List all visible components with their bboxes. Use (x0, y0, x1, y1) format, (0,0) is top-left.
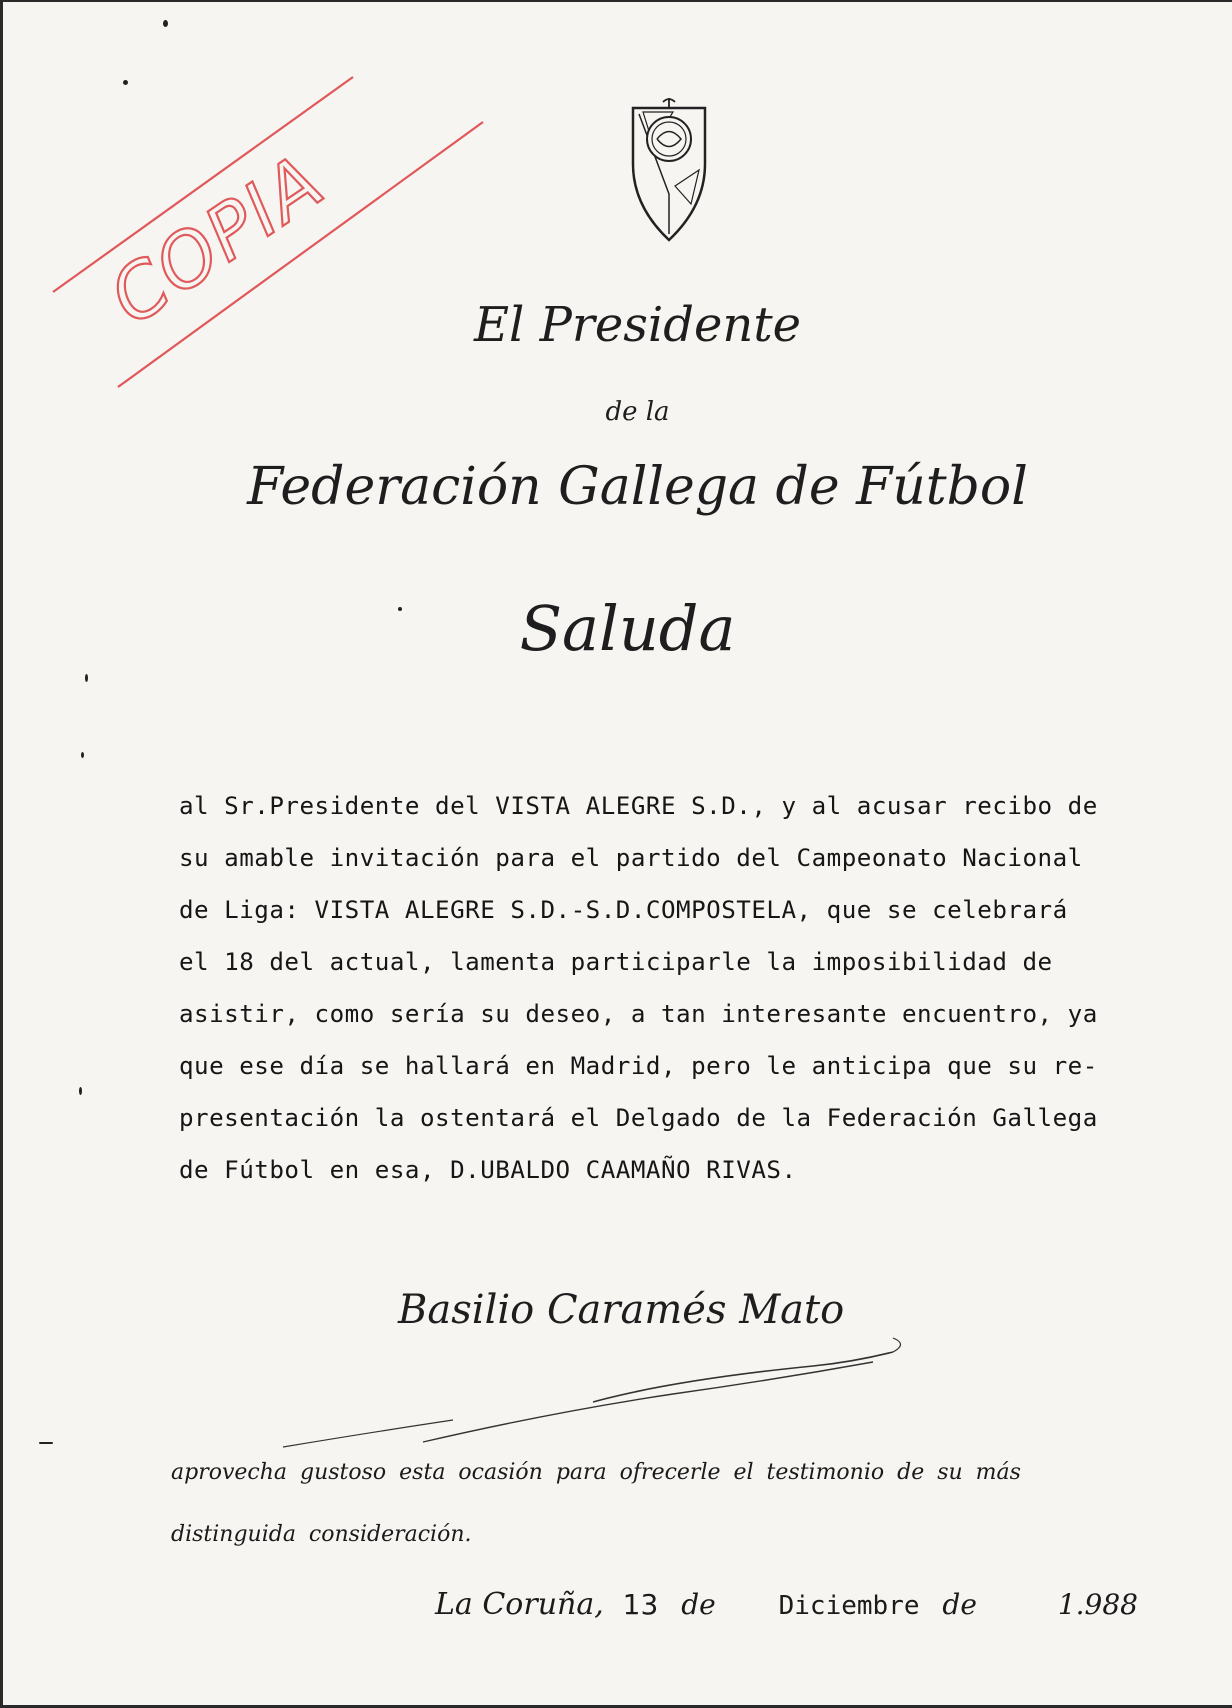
handwritten-signature (253, 1322, 953, 1462)
body-line: presentación la ostentará el Delgado de la Federación Gallega (179, 1104, 1098, 1132)
date-month: Diciembre (778, 1591, 920, 1621)
title-federacion: Federación Gallega de Fútbol (247, 457, 1028, 517)
body-line: asistir, como sería su deseo, a tan interesante encuentro, ya (179, 1000, 1098, 1028)
title-de-la: de la (605, 397, 670, 427)
copia-stamp-text: COPIA (94, 138, 340, 342)
closing-line: aprovecha gustoso esta ocasión para ofrecerle el testimonio de su más (171, 1460, 1021, 1485)
closing-text (171, 1442, 1171, 1566)
ink-speck (123, 80, 128, 85)
ink-speck (163, 20, 168, 27)
body-line: al Sr.Presidente del VISTA ALEGRE S.D., y al acusar recibo de (179, 792, 1098, 820)
body-line: de Liga: VISTA ALEGRE S.D.-S.D.COMPOSTELA, que se celebrará (179, 896, 1068, 924)
ink-speck (81, 752, 84, 758)
body-line: su amable invitación para el partido del Campeonato Nacional (179, 844, 1083, 872)
signature-name: Basilio Caramés Mato (398, 1287, 845, 1333)
date-line (435, 1587, 1138, 1622)
body-line: el 18 del actual, lamenta participarle la imposibilidad de (179, 948, 1053, 976)
date-day: 13 (622, 1588, 659, 1621)
title-el-presidente: El Presidente (473, 297, 802, 353)
date-place: La Coruña, (435, 1587, 604, 1622)
body-line: que ese día se hallará en Madrid, pero le anticipa que su re- (179, 1052, 1098, 1080)
date-de: de (942, 1588, 977, 1621)
ink-speck (85, 674, 88, 682)
body-line: de Fútbol en esa, D.UBALDO CAAMAÑO RIVAS. (179, 1156, 797, 1184)
federation-crest-icon (629, 94, 709, 244)
date-de: de (681, 1588, 716, 1621)
title-saluda: Saluda (519, 592, 736, 665)
ink-speck (39, 1442, 53, 1444)
closing-line: distinguida consideración. (171, 1522, 472, 1547)
date-year: 1.988 (1057, 1588, 1138, 1621)
letter-body (179, 780, 1183, 1196)
ink-speck (398, 607, 402, 611)
ink-speck (79, 1087, 82, 1095)
